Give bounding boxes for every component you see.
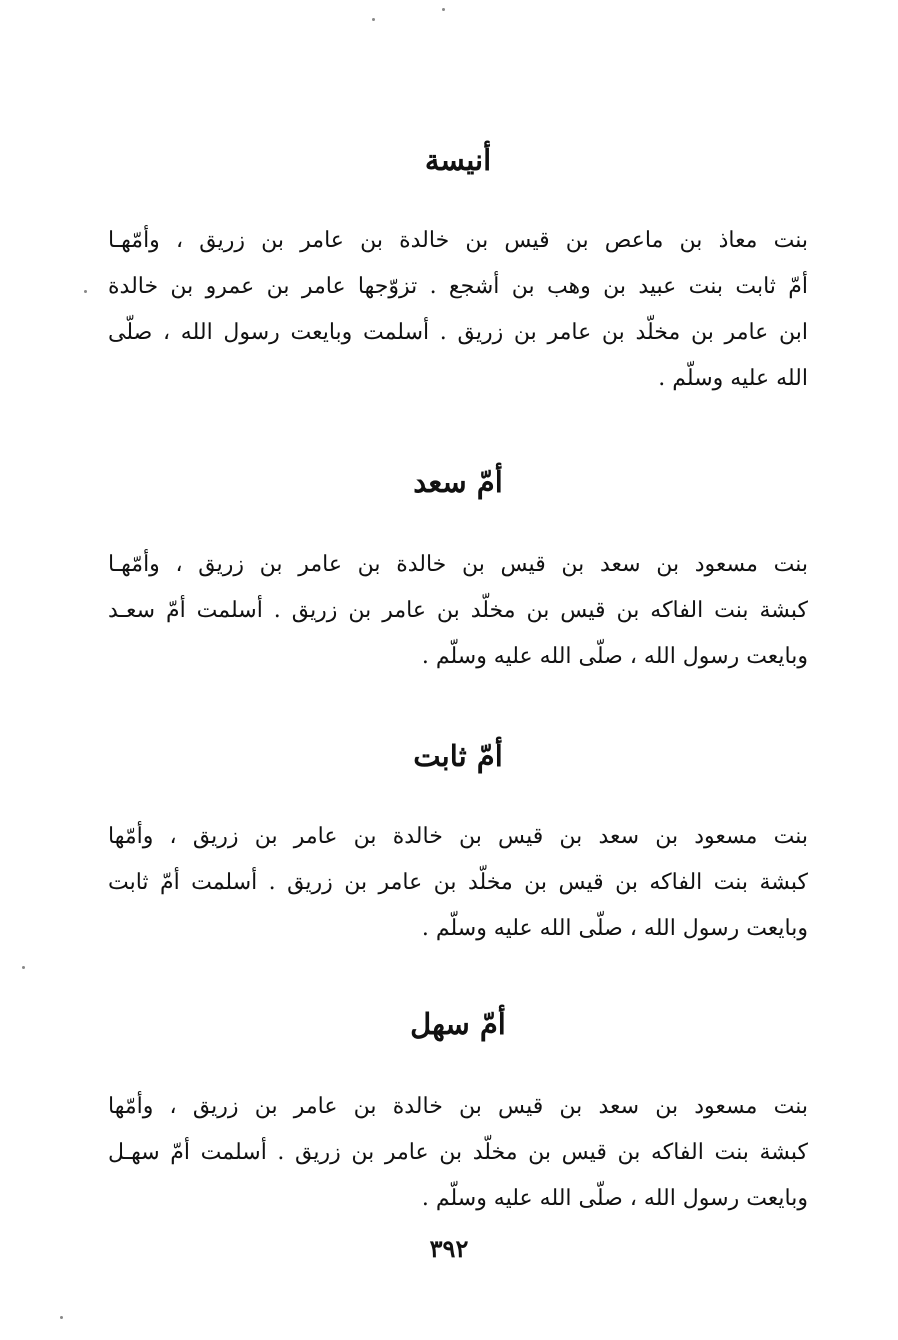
entry-umm-sahl (108, 1004, 808, 1222)
text-line: بنت معاذ بن ماعص بن قيس بن خالدة بن عامر بن زريق ، وأمّهـا (108, 228, 808, 253)
text-line: كبشة بنت الفاكه بن قيس بن مخلّد بن عامر بن زريق . أسلمت أمّ ثابت (108, 870, 808, 895)
scan-speck (84, 290, 87, 293)
entry-title: أمّ سهل (410, 1007, 506, 1041)
text-line: أمّ ثابت بنت عبيد بن وهب بن أشجع . تزوّجها عامر بن عمرو بن خالدة (108, 274, 808, 299)
text-line: بنت مسعود بن سعد بن قيس بن خالدة بن عامر بن زريق ، وأمّها (108, 824, 808, 849)
entry-body (108, 814, 808, 952)
text-line: بنت مسعود بن سعد بن قيس بن خالدة بن عامر بن زريق ، وأمّهـا (108, 552, 808, 577)
scan-speck (442, 8, 445, 11)
text-line: وبايعت رسول الله ، صلّى الله عليه وسلّم . (421, 916, 808, 941)
entry-body (108, 1084, 808, 1222)
entry-title: أمّ سعد (413, 465, 503, 499)
entry-title: أمّ ثابت (413, 739, 503, 773)
scan-speck (22, 966, 25, 969)
page-number: ٣٩٢ (429, 1234, 469, 1263)
scan-speck (372, 18, 375, 21)
scan-speck (60, 1316, 63, 1319)
entry-unaysa (108, 140, 808, 402)
entry-umm-thabit (108, 736, 808, 952)
text-line: الله عليه وسلّم . (658, 366, 808, 391)
text-line: كبشة بنت الفاكه بن قيس بن مخلّد بن عامر بن زريق . أسلمت أمّ سهـل (108, 1140, 808, 1165)
text-line: بنت مسعود بن سعد بن قيس بن خالدة بن عامر بن زريق ، وأمّها (108, 1094, 808, 1119)
text-line: ابن عامر بن مخلّد بن عامر بن زريق . أسلمت وبايعت رسول الله ، صلّى (108, 320, 808, 345)
text-line: كبشة بنت الفاكه بن قيس بن مخلّد بن عامر بن زريق . أسلمت أمّ سعـد (108, 598, 808, 623)
entry-body (108, 218, 808, 402)
entry-umm-saad (108, 462, 808, 680)
text-line: وبايعت رسول الله ، صلّى الله عليه وسلّم . (421, 1186, 808, 1211)
entry-title: أنيسة (424, 143, 492, 177)
text-line: وبايعت رسول الله ، صلّى الله عليه وسلّم . (421, 644, 808, 669)
entry-body (108, 542, 808, 680)
